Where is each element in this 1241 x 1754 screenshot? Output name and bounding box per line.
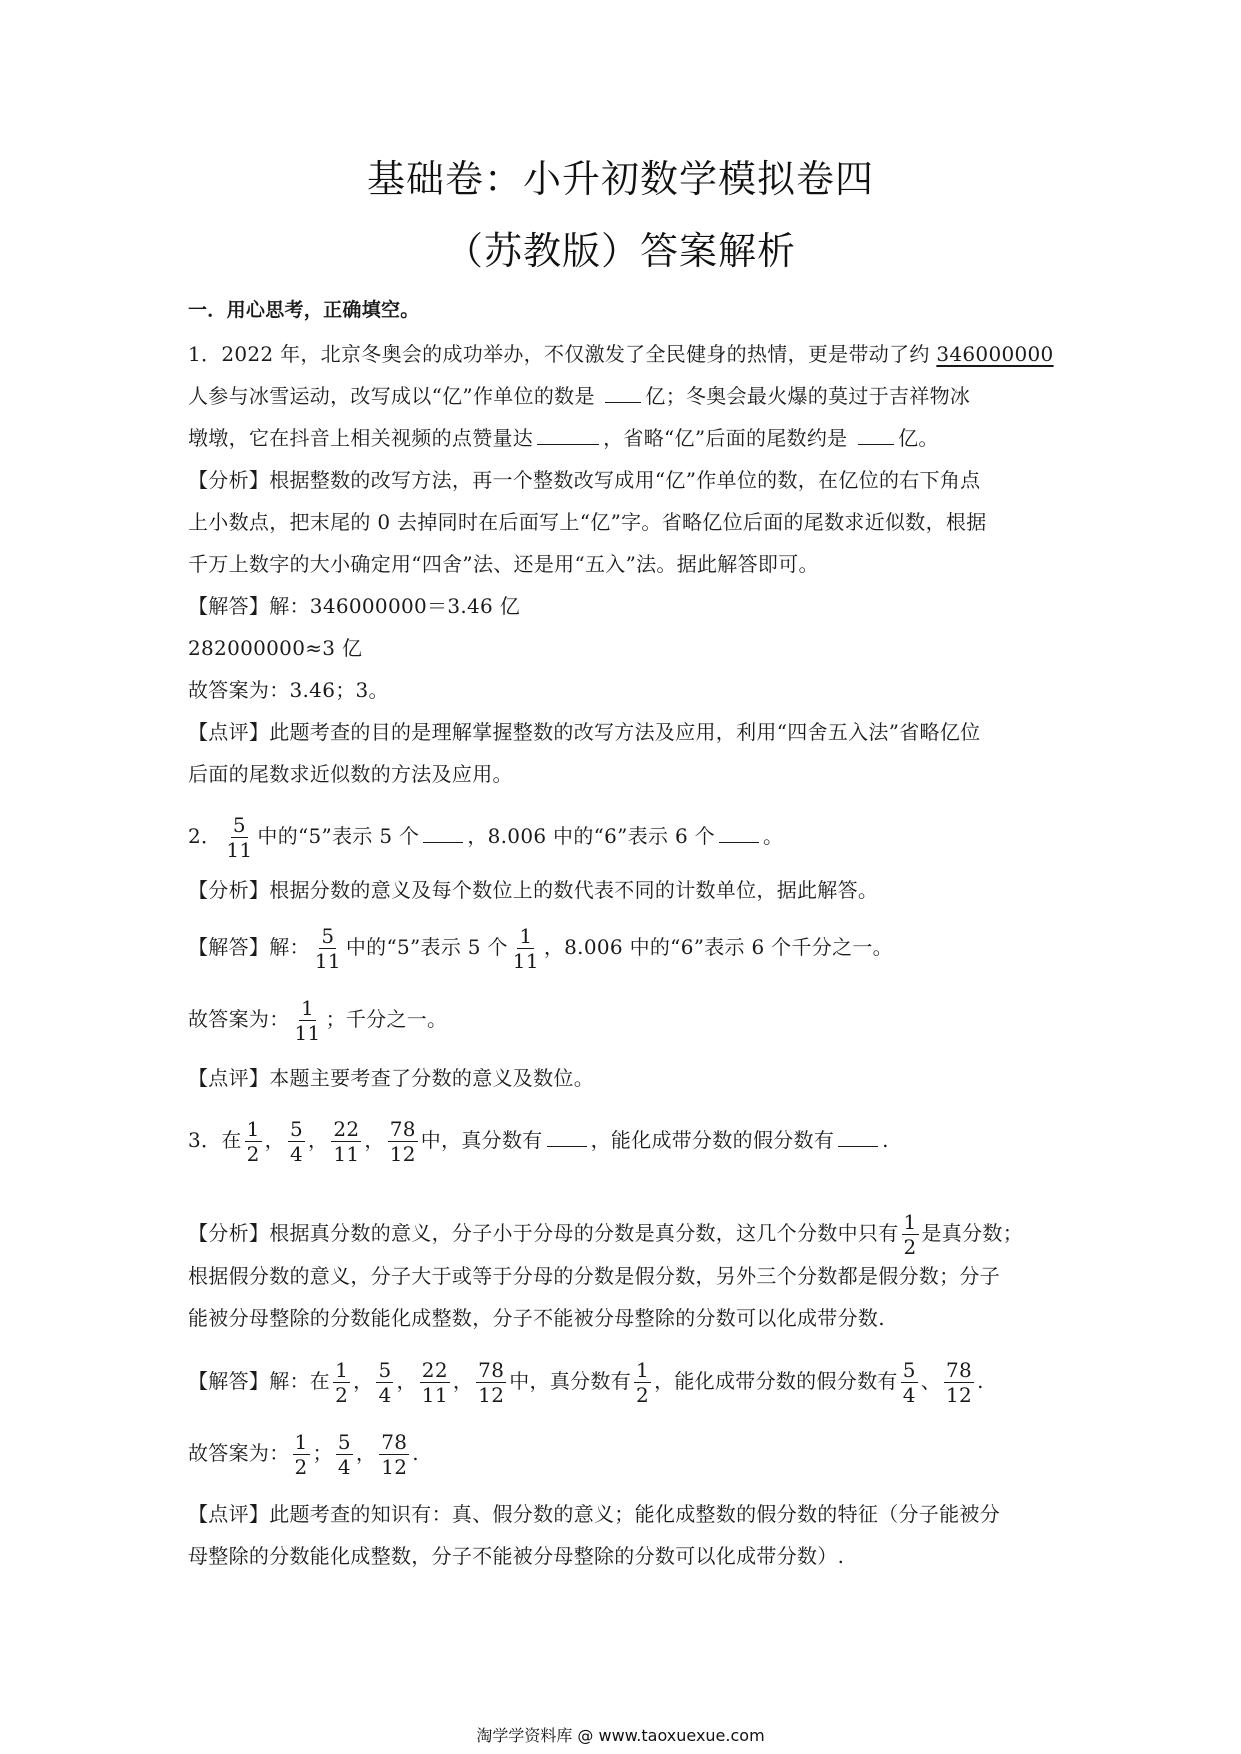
fraction: $\frac{78}{12}$ — [381, 1430, 408, 1479]
fraction: $\frac{5}{4}$ — [378, 1358, 392, 1407]
q1-answer-1: 【解答】解：346000000＝3.46 亿 — [188, 594, 521, 618]
q1-comment-1: 【点评】此题考查的目的是理解掌握整数的改写方法及应用，利用“四舍五入法”省略亿位 — [188, 720, 981, 744]
q1-analysis-1: 【分析】根据整数的改写方法，再一个整数改写成用“亿”作单位的数，在亿位的右下角点 — [188, 468, 981, 492]
q2-analysis: 【分析】根据分数的意义及每个数位上的数代表不同的计数单位，据此解答。 — [188, 878, 879, 902]
answer-blank — [838, 1128, 878, 1147]
fraction: $\frac{5}{4}$ — [289, 1117, 303, 1166]
q2-final: 故答案为： $\frac{1}{11}$ ；千分之一。 — [188, 996, 448, 1045]
q1-answer-2: 282000000≈3 亿 — [188, 636, 363, 660]
q1-analysis-2: 上小数点，把末尾的 0 去掉同时在后面写上“亿”字。省略亿位后面的尾数求近似数，根据 — [188, 510, 987, 534]
fraction: $\frac{5}{11}$ — [226, 813, 253, 862]
q2-question: 2． $\frac{5}{11}$ 中的“5”表示 5 个 ，8.006 中的“6”表示 6 个 。 — [188, 813, 784, 862]
page-title: 基础卷：小升初数学模拟卷四 — [366, 157, 874, 201]
answer-blank — [719, 824, 759, 843]
q3-analysis-3: 能被分母整除的分数能化成整数，分子不能被分母整除的分数可以化成带分数. — [188, 1306, 885, 1330]
fraction: $\frac{5}{11}$ — [314, 924, 341, 973]
answer-blank — [547, 1128, 587, 1147]
fraction: $\frac{1}{2}$ — [294, 1430, 308, 1479]
q3-answer: 【解答】解：在 $\frac{1}{2}$ ， $\frac{5}{4}$ ， $\frac{22}{11}$ ， $\frac{78}{12}$ 中，真分数有 $\frac{1}{2}$ ，能化成带分数的假分数有 $\frac{5}{4}$ 、 $\frac{78}{12}$ . — [188, 1358, 984, 1407]
q1-analysis-3: 千万上数字的大小确定用“四舍”法、还是用“五入”法。据此解答即可。 — [188, 552, 819, 576]
fraction: $\frac{1}{2}$ — [246, 1117, 260, 1166]
q3-analysis-2: 根据假分数的意义，分子大于或等于分母的分数是假分数，另外三个分数都是假分数；分子 — [188, 1264, 1000, 1288]
q2-answer: 【解答】解： $\frac{5}{11}$ 中的“5”表示 5 个 $\frac{1}{11}$ ，8.006 中的“6”表示 6 个千分之一。 — [188, 924, 893, 973]
q1-final: 故答案为：3.46；3。 — [188, 678, 389, 702]
q3-comment-1: 【点评】此题考查的知识有：真、假分数的意义；能化成整数的假分数的特征（分子能被分 — [188, 1502, 1000, 1526]
fraction: $\frac{78}{12}$ — [478, 1358, 505, 1407]
q1-line3: 墩墩，它在抖音上相关视频的点赞量达 ，省略“亿”后面的尾数约是 亿。 — [188, 426, 939, 450]
fraction: $\frac{1}{2}$ — [903, 1210, 917, 1259]
fraction: $\frac{1}{2}$ — [636, 1358, 650, 1407]
fraction: $\frac{78}{12}$ — [389, 1117, 416, 1166]
answer-blank — [605, 384, 641, 403]
q3-question: 3．在 $\frac{1}{2}$ ， $\frac{5}{4}$ ， $\frac{22}{11}$ ， $\frac{78}{12}$ 中，真分数有 ，能化成带分数的假分数有 . — [188, 1117, 889, 1166]
answer-blank — [423, 824, 463, 843]
fraction: $\frac{1}{2}$ — [335, 1358, 349, 1407]
q1-number: 346000000 — [936, 342, 1054, 366]
q3-final: 故答案为： $\frac{1}{2}$ ； $\frac{5}{4}$ ， $\frac{78}{12}$ . — [188, 1430, 419, 1479]
fraction: $\frac{22}{11}$ — [333, 1117, 360, 1166]
fraction: $\frac{78}{12}$ — [946, 1358, 973, 1407]
fraction: $\frac{1}{11}$ — [294, 996, 321, 1045]
q3-analysis-1: 【分析】根据真分数的意义，分子小于分母的分数是真分数，这几个分数中只有 $\frac{1}{2}$ 是真分数； — [188, 1210, 1024, 1259]
footer-watermark: 淘学学资料库 @ www.taoxuexue.com — [476, 1726, 765, 1745]
q3-comment-2: 母整除的分数能化成整数，分子不能被分母整除的分数可以化成带分数）. — [188, 1544, 845, 1568]
page-subtitle: （苏教版）答案解析 — [444, 229, 796, 273]
fraction: $\frac{22}{11}$ — [421, 1358, 448, 1407]
fraction: $\frac{1}{11}$ — [512, 924, 539, 973]
q1-line1: 1．2022 年，北京冬奥会的成功举办，不仅激发了全民健身的热情，更是带动了约 346000000 — [188, 342, 1054, 366]
q1-line2: 人参与冰雪运动，改写成以“亿”作单位的数是 亿；冬奥会最火爆的莫过于吉祥物冰 — [188, 384, 971, 408]
fraction: $\frac{5}{4}$ — [337, 1430, 351, 1479]
q2-comment: 【点评】本题主要考查了分数的意义及数位。 — [188, 1066, 594, 1090]
answer-blank — [537, 426, 599, 445]
section-heading: 一．用心思考，正确填空。 — [188, 299, 420, 321]
q1-comment-2: 后面的尾数求近似数的方法及应用。 — [188, 762, 513, 786]
answer-blank — [858, 426, 894, 445]
fraction: $\frac{5}{4}$ — [902, 1358, 916, 1407]
